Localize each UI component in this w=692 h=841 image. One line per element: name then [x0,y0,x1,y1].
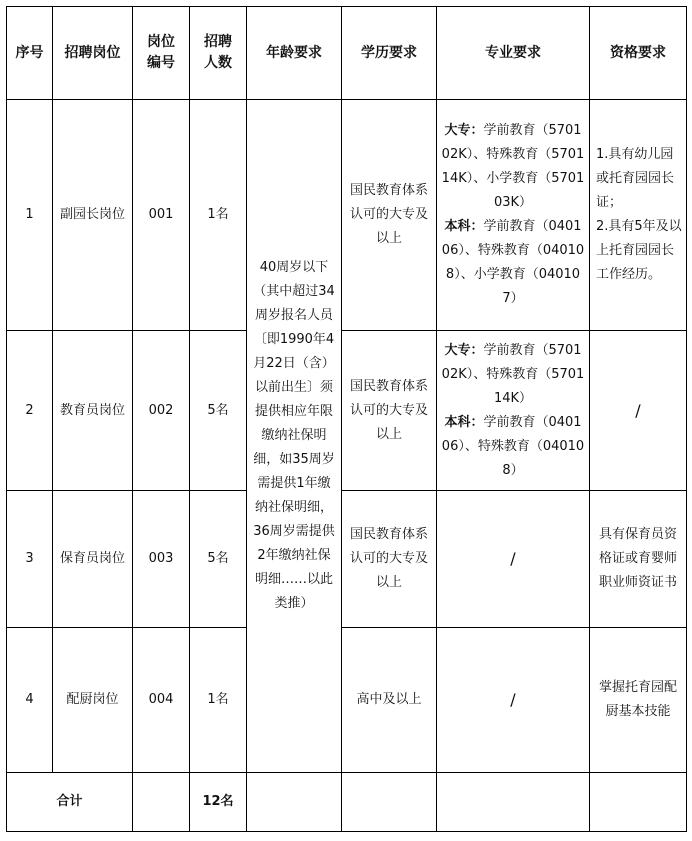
header-code [133,7,190,100]
cell-education: 国民教育体系认可的大专及以上 [342,491,437,628]
cell-count: 5名 [190,331,247,491]
cell-count: 1名 [190,628,247,773]
cell-major: / [437,628,590,773]
total-empty-qualification [590,773,687,832]
cell-seq: 2 [7,331,53,491]
cell-position: 保育员岗位 [53,491,133,628]
cell-major: / [437,491,590,628]
major-college-label: 大专： [444,342,484,358]
cell-count: 1名 [190,100,247,331]
major-college: 学前教育（570102K）、特殊教育（570114K）、小学教育（570103K） [441,123,585,210]
cell-qualification: 掌握托育园配厨基本技能 [590,628,687,773]
major-bachelor-label: 本科： [444,414,484,430]
header-count [190,7,247,100]
major-college: 学前教育（570102K）、特殊教育（570114K） [441,342,585,406]
header-row [7,7,687,100]
cell-qualification: 具有保育员资格证或育婴师职业师资证书 [590,491,687,628]
header-code-line2: 编号 [147,55,175,71]
header-age: 年龄要求 [247,7,342,100]
total-label: 合计 [7,773,133,832]
cell-qualification [590,100,687,331]
table-row [7,491,687,628]
cell-education: 国民教育体系认可的大专及以上 [342,331,437,491]
cell-age-requirement: 40周岁以下（其中超过34周岁报名人员〔即1990年4月22日（含）以前出生〕须提供相应年限缴纳社保明细，如35周岁需提供1年缴纳社保明细，36周岁需提供2年缴纳社保明细……以此类推） [247,100,342,773]
qualification-line-2: 2.具有5年及以上托育园园长工作经历。 [596,219,682,282]
header-count-line1: 招聘 [204,34,232,50]
cell-count: 5名 [190,491,247,628]
cell-seq: 4 [7,628,53,773]
major-college-label: 大专： [444,123,484,138]
total-row [7,773,687,832]
header-education: 学历要求 [342,7,437,100]
cell-code: 003 [133,491,190,628]
table-row [7,628,687,773]
cell-qualification: / [590,331,687,491]
major-bachelor: 学前教育（040106）、特殊教育（040108） [441,414,585,478]
major-bachelor: 学前教育（040106）、特殊教育（040108）、小学教育（040107） [441,219,585,306]
header-seq: 序号 [7,7,53,100]
cell-code: 002 [133,331,190,491]
qualification-line-1: 1.具有幼儿园或托育园园长证； [596,147,675,210]
table-row [7,100,687,331]
total-count: 12名 [190,773,247,832]
cell-major [437,100,590,331]
table-row [7,331,687,491]
recruitment-table [6,6,687,832]
cell-major [437,331,590,491]
cell-position: 副园长岗位 [53,100,133,331]
cell-code: 004 [133,628,190,773]
total-empty-education [342,773,437,832]
header-code-line1: 岗位 [147,34,175,50]
cell-education: 国民教育体系认可的大专及以上 [342,100,437,331]
cell-seq: 1 [7,100,53,331]
cell-position: 配厨岗位 [53,628,133,773]
header-count-line2: 人数 [204,55,232,71]
cell-education: 高中及以上 [342,628,437,773]
header-qualification: 资格要求 [590,7,687,100]
major-bachelor-label: 本科： [444,219,484,234]
total-empty-code [133,773,190,832]
header-position: 招聘岗位 [53,7,133,100]
total-empty-major [437,773,590,832]
cell-seq: 3 [7,491,53,628]
cell-code: 001 [133,100,190,331]
header-major: 专业要求 [437,7,590,100]
cell-position: 教育员岗位 [53,331,133,491]
total-empty-age [247,773,342,832]
